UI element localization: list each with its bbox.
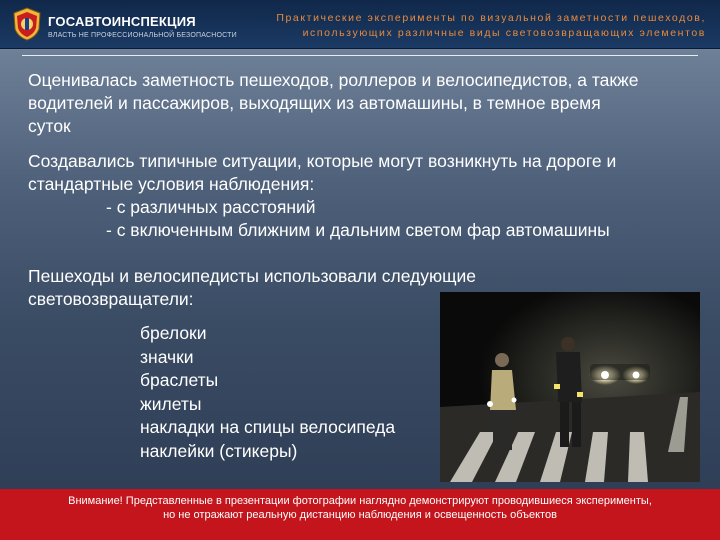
paragraph-2-line-1: Создавались типичные ситуации, которые могут возникнуть на дороге и <box>28 151 617 171</box>
paragraph-3-line-1: Пешеходы и велосипедисты использовали следующие <box>28 266 477 286</box>
night-crosswalk-photo <box>440 292 700 482</box>
header-bar <box>0 0 720 49</box>
reflector-item: браслеты <box>140 370 219 390</box>
paragraph-1-line-2: водителей и пассажиров, выходящих из автомашины, в темное время <box>28 93 601 113</box>
reflector-item: брелоки <box>140 323 207 343</box>
logo-title: ГОСАВТОИНСПЕКЦИЯ <box>48 14 196 29</box>
paragraph-3 <box>28 265 476 311</box>
paragraph-2-line-2: стандартные условия наблюдения: <box>28 174 315 194</box>
reflector-item: значки <box>140 346 194 367</box>
paragraph-1-line-1: Оценивалась заметность пешеходов, роллеров и велосипедистов, а также <box>28 70 639 90</box>
divider <box>22 55 698 56</box>
reflector-item: наклейки (стикеры) <box>140 440 298 461</box>
slide-title <box>236 11 706 41</box>
paragraph-3-line-2: световозвращатели: <box>28 289 194 309</box>
warning-line-2: но не отражают реальную дистанцию наблюдения и освещенность объектов <box>163 509 557 521</box>
bullet-headlights: - с включенным ближним и дальним светом фар автомашины <box>106 220 610 240</box>
paragraph-1-line-3: суток <box>28 116 71 136</box>
paragraph-2 <box>28 150 616 242</box>
paragraph-1 <box>28 69 638 138</box>
warning-line-1: Внимание! Представленные в презентации фотографии наглядно демонстрируют проводившиеся эксперименты, <box>68 495 652 507</box>
reflector-item: жилеты <box>140 393 202 414</box>
slide-title-line-1: Практические эксперименты по визуальной заметности пешеходов, <box>276 12 706 24</box>
bullet-distances: - с различных расстояний <box>106 197 316 217</box>
reflector-item: накладки на спицы велосипеда <box>140 417 396 437</box>
reflector-list <box>140 322 395 463</box>
gai-emblem-icon <box>12 7 42 41</box>
warning-footer <box>0 489 720 540</box>
slide-title-line-2: использующих различные виды световозвращающих элементов <box>302 27 706 39</box>
logo-subtitle: ВЛАСТЬ НЕ ПРОФЕССИОНАЛЬНОЙ БЕЗОПАСНОСТИ <box>48 32 237 39</box>
